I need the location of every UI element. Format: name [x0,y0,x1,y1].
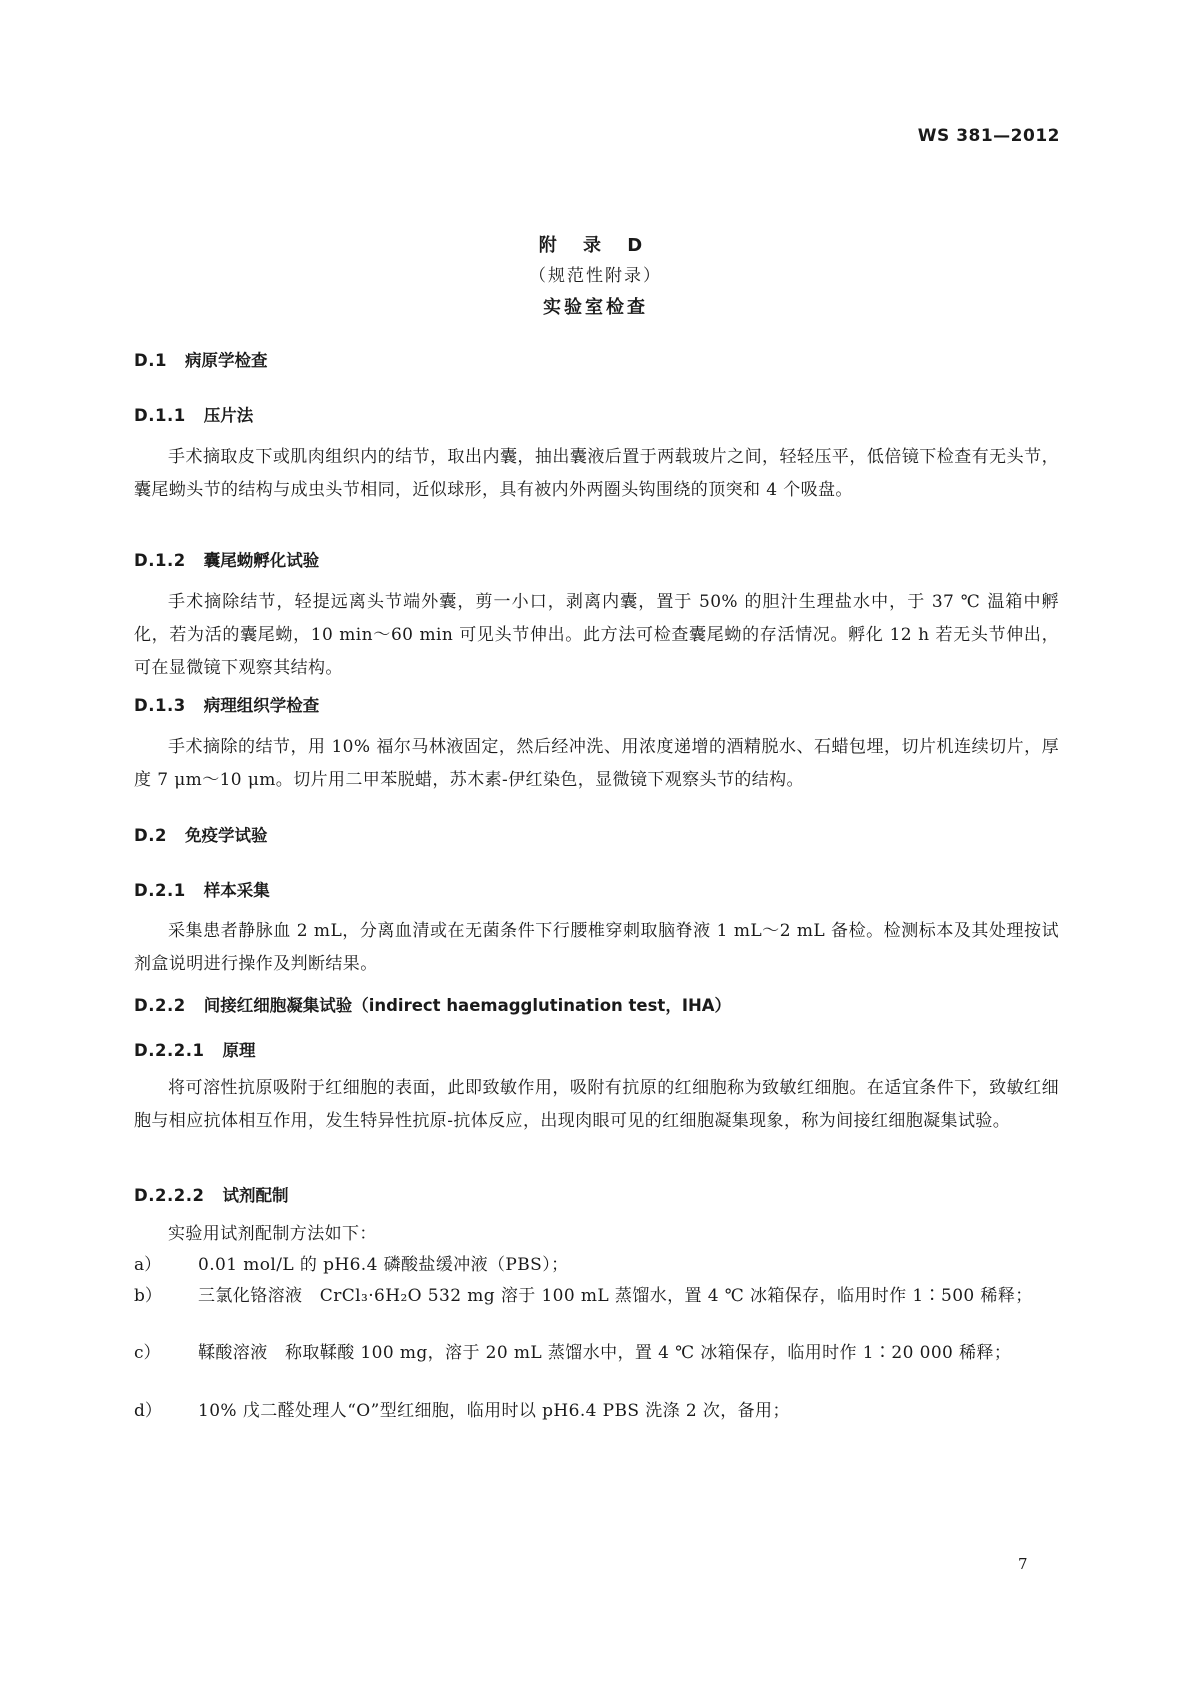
section-heading-d22 [134,992,731,1016]
section-number: D.2.1 [134,881,186,900]
section-title: 病原学检查 [184,351,268,370]
page-number: 7 [1018,1555,1028,1573]
list-item-text: 三氯化铬溶液 CrCl₃·6H₂O 532 mg 溶于 100 mL 蒸馏水，置 4 ℃ 冰箱保存，临用时作 1∶500 稀释； [198,1286,1033,1306]
section-heading-d2 [134,822,267,846]
appendix-title: 实验室检查 [543,297,648,318]
section-number: D.1.1 [134,406,186,425]
paragraph-d11: 手术摘取皮下或肌肉组织内的结节，取出内囊，抽出囊液后置于两载玻片之间，轻轻压平，低倍镜下检查有无头节，囊尾蚴头节的结构与成虫头节相同，近似球形，具有被内外两圈头钩围绕的顶突和 4 个吸盘。 [134,447,1059,500]
section-number: D.2.2 [134,996,186,1015]
paragraph-d222-intro: 实验用试剂配制方法如下： [168,1224,377,1244]
paragraph-d13: 手术摘除的结节，用 10% 福尔马林液固定，然后经冲洗、用浓度递增的酒精脱水、石蜡包埋，切片机连续切片，厚度 7 μm～10 μm。切片用二甲苯脱蜡，苏木素-伊红染色，显微镜下观察头节的结构。 [134,737,1059,790]
list-item-text: 鞣酸溶液 称取鞣酸 100 mg，溶于 20 mL 蒸馏水中，置 4 ℃ 冰箱保存，临用时作 1∶20 000 稀释； [198,1343,1012,1363]
section-title: 间接红细胞凝集试验（indirect haemagglutination test，IHA） [203,996,732,1015]
section-heading-d1 [134,347,267,371]
section-title: 免疫学试验 [184,826,268,845]
section-heading-d221 [134,1037,255,1061]
list-item-marker: b） [134,1286,162,1306]
list-item-marker: d） [134,1401,162,1421]
section-title: 样本采集 [203,881,270,900]
section-number: D.1.2 [134,551,186,570]
appendix-label: 附 录 D [538,235,653,256]
section-number: D.2 [134,826,167,845]
section-number: D.2.2.1 [134,1041,205,1060]
paragraph-d21: 采集患者静脉血 2 mL，分离血清或在无菌条件下行腰椎穿刺取脑脊液 1 mL～2 mL 备检。检测标本及其处理按试剂盒说明进行操作及判断结果。 [134,921,1059,974]
list-item [134,1337,1059,1370]
paragraph-d12: 手术摘除结节，轻提远离头节端外囊，剪一小口，剥离内囊，置于 50% 的胆汁生理盐水中，于 37 ℃ 温箱中孵化，若为活的囊尾蚴，10 min～60 min 可见头节伸出。此方法可检查囊尾蚴的存活情况。孵化 12 h 若无头节伸出，可在显微镜下观察其结构。 [134,592,1059,678]
section-title: 压片法 [203,406,254,425]
section-number: D.2.2.2 [134,1186,205,1205]
list-item-marker: a） [134,1255,162,1275]
section-heading-d12 [134,547,319,571]
list-item-marker: c） [134,1343,161,1363]
section-title: 病理组织学检查 [203,696,320,715]
section-title: 原理 [222,1041,256,1060]
section-heading-d11 [134,402,253,426]
list-item [134,1249,1059,1282]
section-heading-d13 [134,692,319,716]
section-heading-d222 [134,1182,288,1206]
section-heading-d21 [134,877,270,901]
list-item-text: 0.01 mol/L 的 pH6.4 磷酸盐缓冲液（PBS）； [198,1255,569,1275]
list-item [134,1395,1059,1428]
section-number: D.1.3 [134,696,186,715]
document-code: WS 381—2012 [917,126,1060,146]
appendix-type: （规范性附录） [529,266,662,286]
paragraph-d221: 将可溶性抗原吸附于红细胞的表面，此即致敏作用，吸附有抗原的红细胞称为致敏红细胞。在适宜条件下，致敏红细胞与相应抗体相互作用，发生特异性抗原-抗体反应，出现肉眼可见的红细胞凝集现象，称为间接红细胞凝集试验。 [134,1078,1059,1131]
section-title: 试剂配制 [222,1186,289,1205]
section-number: D.1 [134,351,167,370]
list-item-text: 10% 戊二醛处理人“O”型红细胞，临用时以 pH6.4 PBS 洗涤 2 次，备用； [198,1401,790,1421]
list-item [134,1280,1059,1313]
section-title: 囊尾蚴孵化试验 [203,551,320,570]
